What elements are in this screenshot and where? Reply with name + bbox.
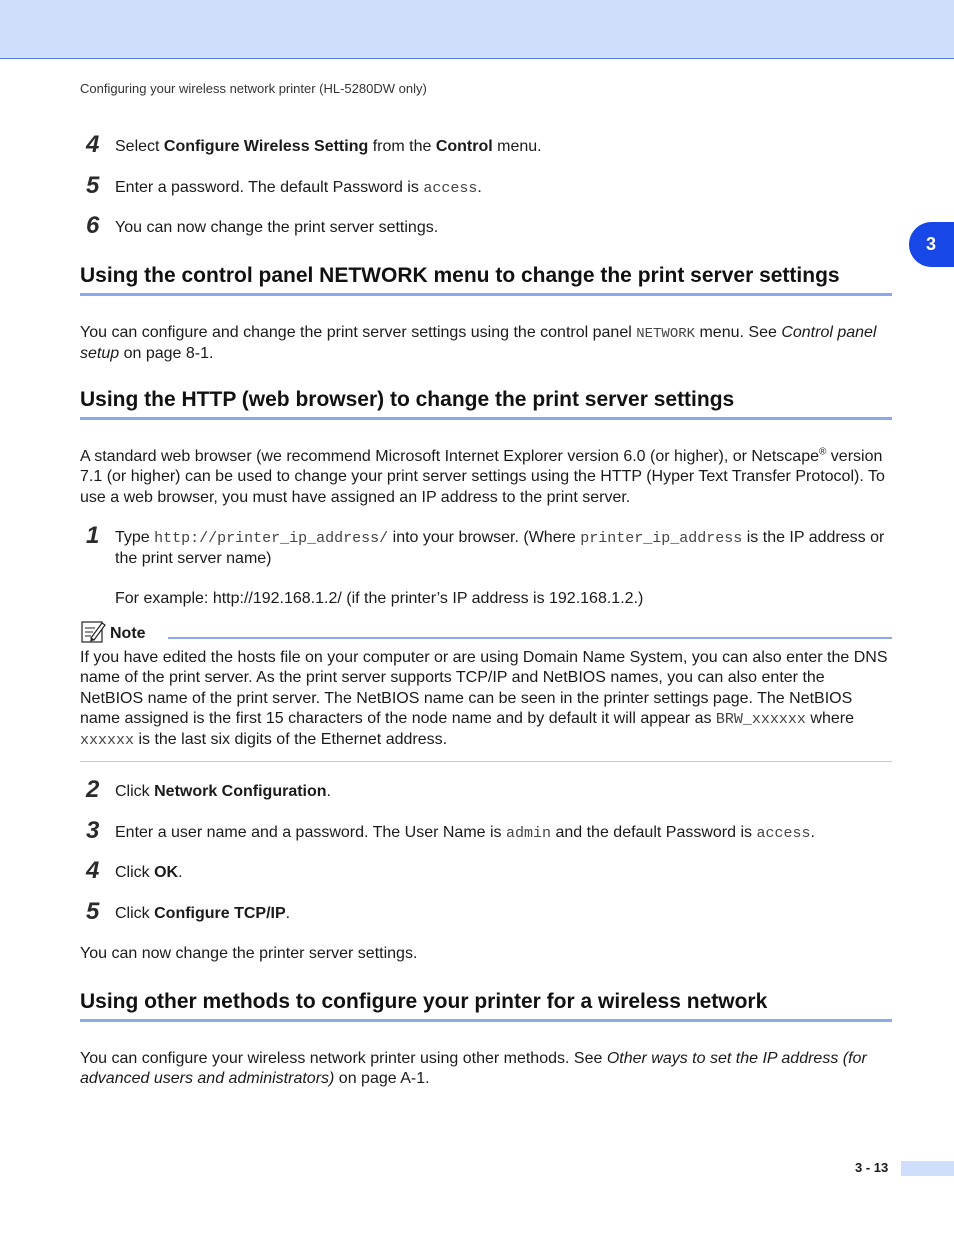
note-header: [80, 619, 892, 645]
step-text: You can now change the print server settings.: [115, 219, 439, 236]
step-number: 2: [86, 776, 100, 803]
section-paragraph-http: A standard web browser (we recommend Microsoft Internet Explorer version 6.0 (or higher), or Netscape® version 7.1 (or higher) can be used to change your print server settings using the HTTP (Hyper Text Transfer Protocol). To use a web browser, you must have assigned an IP address to the print server.: [80, 446, 885, 506]
page-number-bar: [901, 1161, 954, 1176]
note-rule: [168, 637, 892, 639]
step-number: 6: [86, 212, 100, 239]
step-text: Type http://printer_ip_address/ into your browser. (Where printer_ip_address is the IP address or the print server name): [115, 529, 885, 567]
step-text: Enter a password. The default Password is access.: [115, 179, 482, 197]
step-number: 5: [86, 898, 100, 925]
section-paragraph-other-methods: You can configure your wireless network printer using other methods. See Other ways to set the IP address (for advanced users and administrators) on page A-1.: [80, 1050, 867, 1088]
note-end-rule: [80, 761, 892, 762]
step-number: 1: [86, 522, 100, 549]
link-other-ways-ip[interactable]: Other ways to set the IP address (for advanced users and administrators): [80, 1050, 867, 1088]
section-heading-http: Using the HTTP (web browser) to change the print server settings: [80, 387, 892, 420]
link-control-panel-setup[interactable]: Control panel setup: [80, 324, 877, 363]
step-number: 4: [86, 857, 100, 884]
note-label: Note: [110, 625, 146, 642]
step-example: For example: http://192.168.1.2/ (if the printer’s IP address is 192.168.1.2.): [115, 590, 644, 607]
step-number: 4: [86, 131, 100, 158]
step-text: Click Configure TCP/IP.: [115, 905, 291, 922]
chapter-tab[interactable]: [909, 222, 954, 267]
step-number: 5: [86, 172, 100, 199]
step-number: 3: [86, 817, 100, 844]
note-pencil-icon: [80, 619, 106, 645]
step-text: Click OK.: [115, 864, 183, 881]
step-text: Select Configure Wireless Setting from the Control menu.: [115, 138, 542, 155]
step-text: Enter a user name and a password. The User Name is admin and the default Password is access.: [115, 824, 815, 842]
page-number: 3 - 13: [855, 1160, 889, 1175]
note-text: If you have edited the hosts file on your computer or are using Domain Name System, you can also enter the DNS name of the print server. As the print server supports TCP/IP and NetBIOS names, you can also enter the NetBIOS name of the print server. The NetBIOS name can be seen in the printer settings page. The NetBIOS name assigned is the first 15 characters of the node name and by default it will appear as BRW_xxxxxx where xxxxxx is the last six digits of the Ethernet address.: [80, 649, 888, 750]
closing-paragraph: You can now change the printer server settings.: [80, 945, 418, 962]
section-heading-other-methods: Using other methods to configure your printer for a wireless network: [80, 989, 892, 1022]
section-paragraph-control-panel: You can configure and change the print server settings using the control panel NETWORK menu. See Control panel setup on page 8-1.: [80, 324, 877, 363]
chapter-number: 3: [926, 234, 937, 254]
top-header-band: [0, 0, 954, 59]
running-header: Configuring your wireless network printer (HL-5280DW only): [80, 81, 427, 96]
step-text: Click Network Configuration.: [115, 783, 331, 800]
section-heading-control-panel: Using the control panel NETWORK menu to change the print server settings: [80, 263, 892, 296]
